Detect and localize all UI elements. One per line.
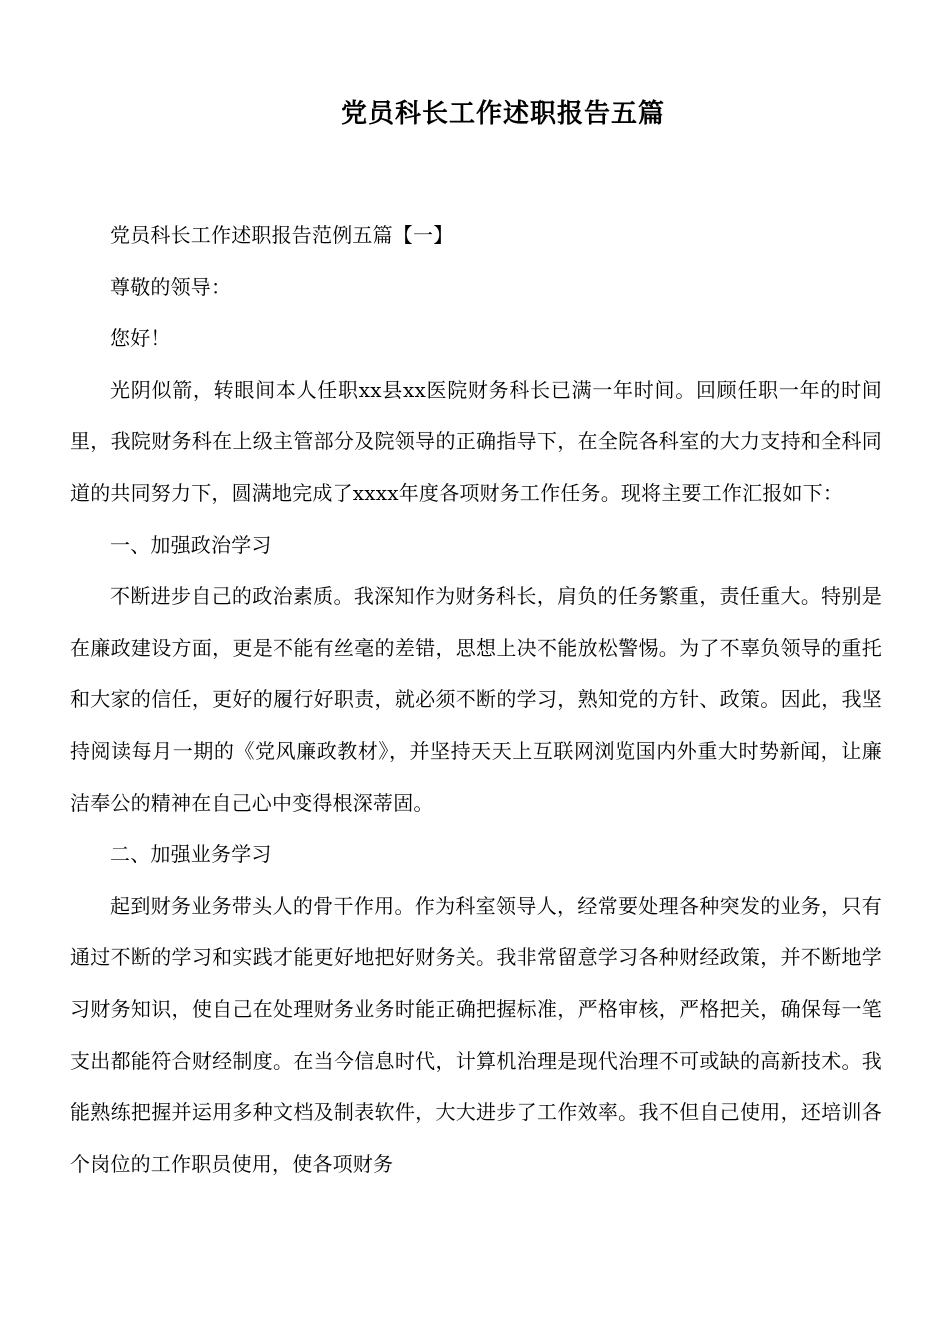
political-study-paragraph: 不断进步自己的政治素质。我深知作为财务科长，肩负的任务繁重，责任重大。特别是在廉政建设方面，更是不能有丝毫的差错，思想上决不能放松警惕。为了不辜负领导的重托和大家的信任，更好的履行好职责，就必须不断的学习，熟知党的方针、政策。因此，我坚持阅读每月一期的《党风廉政教材》，并坚持天天上互联网浏览国内外重大时势新闻，让廉洁奉公的精神在自己心中变得根深蒂固。 bbox=[70, 584, 882, 815]
document-title: 党员科长工作述职报告五篇 bbox=[340, 99, 665, 129]
section-heading-1: 党员科长工作述职报告范例五篇【一】 bbox=[110, 223, 454, 247]
subheading-business-study: 二、加强业务学习 bbox=[110, 842, 272, 867]
business-study-paragraph: 起到财务业务带头人的骨干作用。作为科室领导人，经常要处理各种突发的业务，只有通过不断的学习和实践才能更好地把好财务关。我非常留意学习各种财经政策，并不断地学习财务知识，使自己在处理财务业务时能正确把握标准，严格审核，严格把关，确保每一笔支出都能符合财经制度。在当今信息时代，计算机治理是现代治理不可或缺的高新技术。我能熟练把握并运用多种文档及制表软件，大大进步了工作效率。我不但自己使用，还培训各个岗位的工作职员使用，使各项财务 bbox=[70, 893, 882, 1176]
document-body bbox=[70, 210, 882, 1190]
subheading-political-study: 一、加强政治学习 bbox=[110, 532, 272, 557]
salutation: 尊敬的领导： bbox=[110, 274, 232, 299]
intro-paragraph: 光阴似箭，转眼间本人任职xx县xx医院财务科长已满一年时间。回顾任职一年的时间里，我院财务科在上级主管部分及院领导的正确指导下，在全院各科室的大力支持和全科同道的共同努力下，圆满地完成了xxxx年度各项财务工作任务。现将主要工作汇报如下： bbox=[70, 377, 882, 505]
greeting: 您好！ bbox=[110, 326, 171, 351]
